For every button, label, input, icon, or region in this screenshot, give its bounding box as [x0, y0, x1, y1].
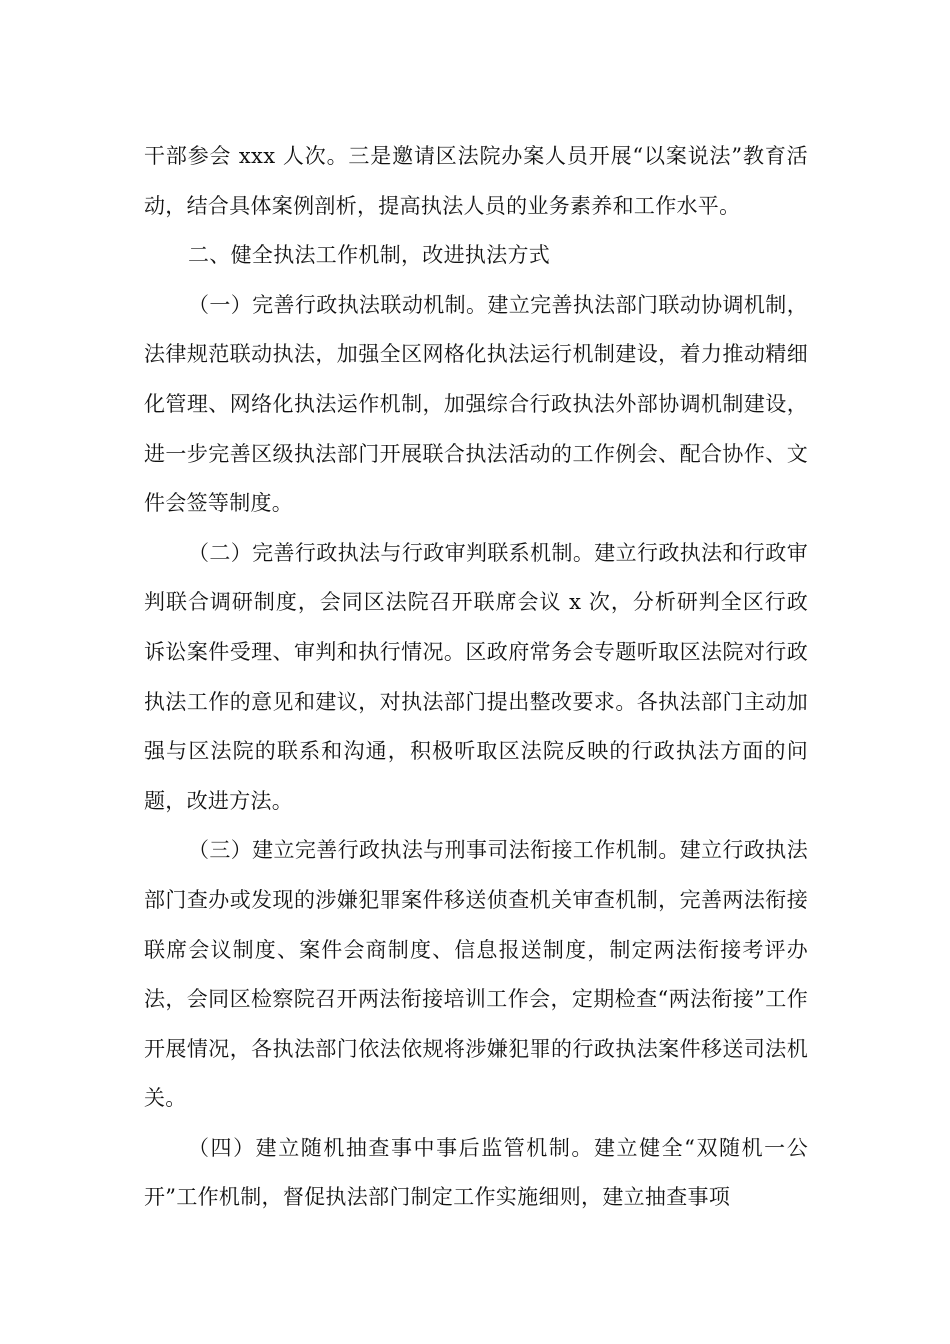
paragraph-item-3: （三）建立完善行政执法与刑事司法衔接工作机制。建立行政执法部门查办或发现的涉嫌犯罪案件移送侦查机关审查机制，完善两法衔接联席会议制度、案件会商制度、信息报送制度，制定两法衔接考评办法，会同区检察院召开两法衔接培训工作会，定期检查“两法衔接”工作开展情况，各执法部门依法依规将涉嫌犯罪的行政执法案件移送司法机关。 [144, 838, 808, 1111]
paragraph-item-2: （二）完善行政执法与行政审判联系机制。建立行政执法和行政审判联合调研制度，会同区法院召开联席会议 x 次，分析研判全区行政诉讼案件受理、审判和执行情况。区政府常务会专题听取区法院对行政执法工作的意见和建议，对执法部门提出整改要求。各执法部门主动加强与区法院的联系和沟通，积极听取区法院反映的行政执法方面的问题，改进方法。 [144, 540, 808, 813]
paragraph-continuation: 干部参会 xxx 人次。三是邀请区法院办案人员开展“以案说法”教育活动，结合具体案例剖析，提高执法人员的业务素养和工作水平。 [144, 144, 808, 218]
paragraph-item-4: （四）建立随机抽查事中事后监管机制。建立健全“双随机一公开”工作机制，督促执法部门制定工作实施细则，建立抽查事项 [144, 1135, 808, 1210]
document-page [144, 132, 808, 1223]
section-heading: 二、健全执法工作机制，改进执法方式 [188, 243, 551, 268]
paragraph-item-1: （一）完善行政执法联动机制。建立完善执法部门联动协调机制，法律规范联动执法，加强全区网格化执法运行机制建设，着力推动精细化管理、网络化执法运作机制，加强综合行政执法外部协调机制建设，进一步完善区级执法部门开展联合执法活动的工作例会、配合协作、文件会签等制度。 [144, 292, 808, 516]
